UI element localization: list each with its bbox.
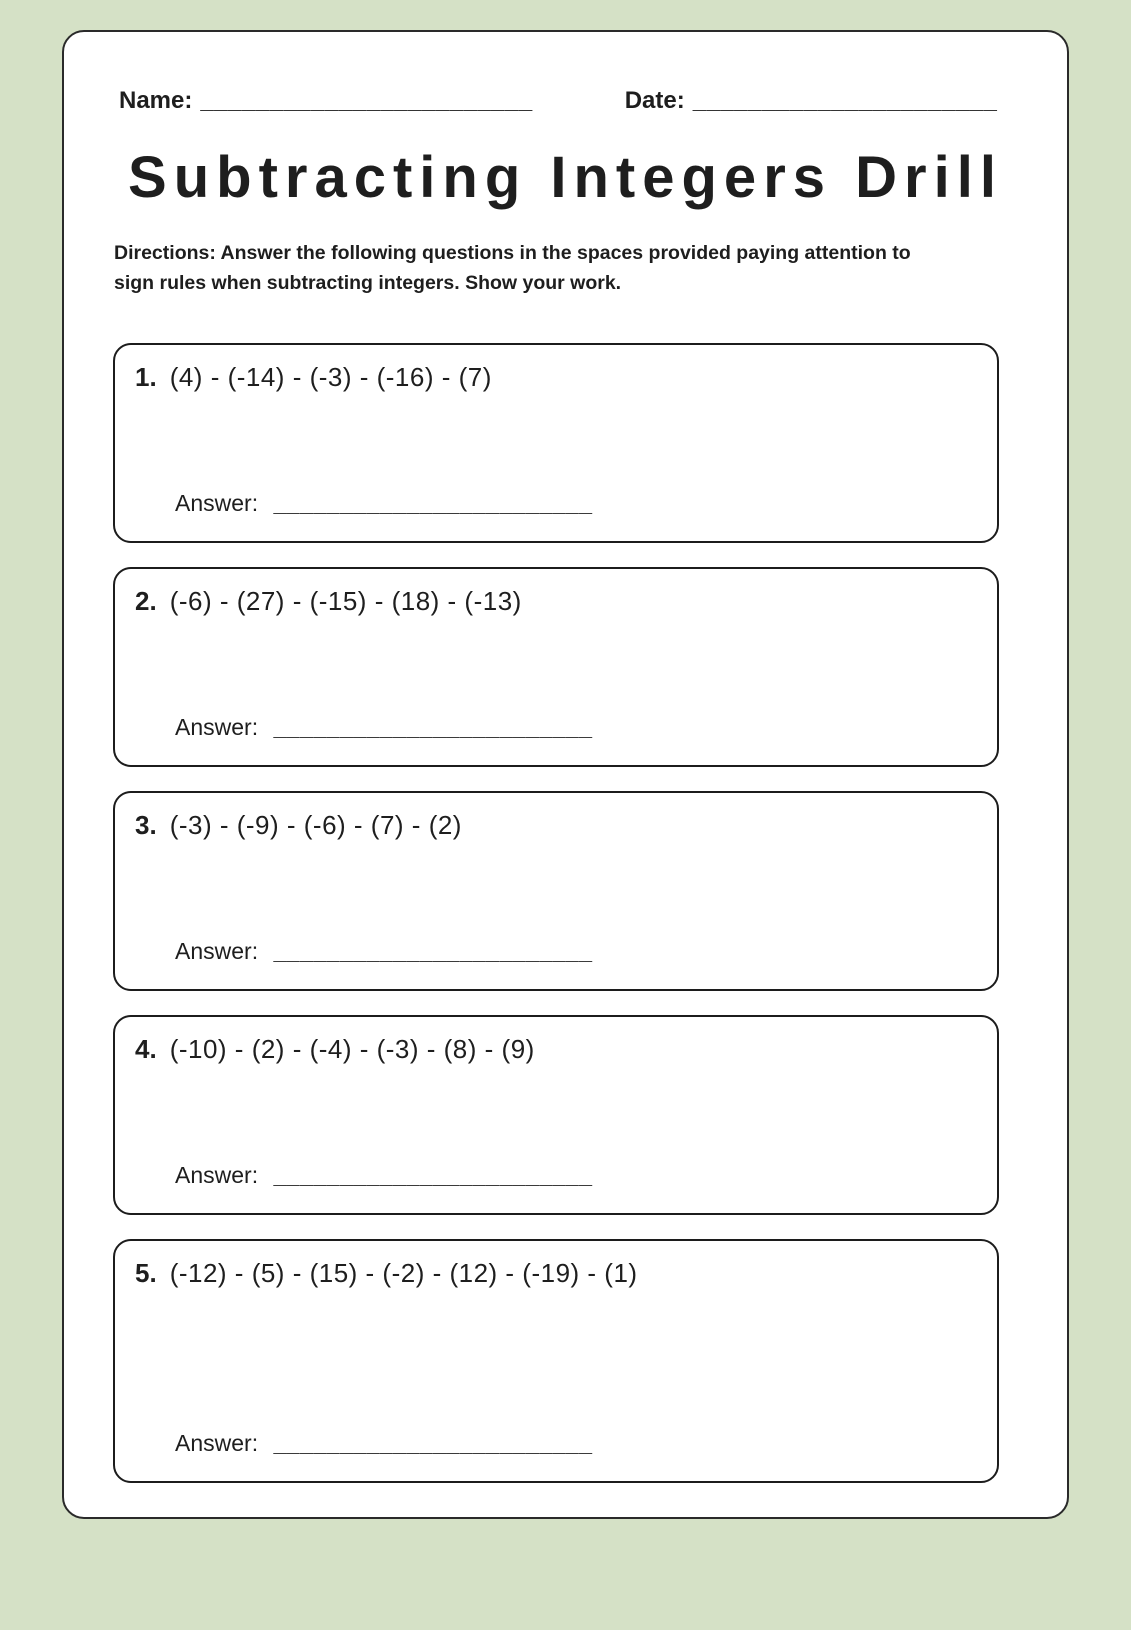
answer-row xyxy=(175,490,592,517)
answer-blank-line: ________________________ xyxy=(273,714,593,741)
worksheet-page xyxy=(62,30,1069,1519)
page-title: Subtracting Integers Drill xyxy=(128,145,1003,210)
answer-label: Answer: xyxy=(175,1430,259,1457)
question-box-1 xyxy=(113,343,999,543)
question-box-3 xyxy=(113,791,999,991)
question-expression: (-6) - (27) - (-15) - (18) - (-13) xyxy=(169,586,522,617)
answer-blank-line: ________________________ xyxy=(273,1162,593,1189)
answer-label: Answer: xyxy=(175,714,259,741)
answer-row xyxy=(175,714,592,741)
question-line xyxy=(135,1033,977,1066)
question-expression: (-12) - (5) - (15) - (-2) - (12) - (-19) - (1) xyxy=(169,1258,638,1289)
name-blank-line: ________________________ xyxy=(200,87,533,114)
question-expression: (-10) - (2) - (-4) - (-3) - (8) - (9) xyxy=(169,1034,535,1065)
question-expression: (-3) - (-9) - (-6) - (7) - (2) xyxy=(169,810,462,841)
date-field xyxy=(625,87,998,115)
name-label: Name: xyxy=(119,87,193,114)
question-number: 4. xyxy=(135,1034,157,1065)
question-expression: (4) - (-14) - (-3) - (-16) - (7) xyxy=(169,362,492,393)
answer-label: Answer: xyxy=(175,1162,259,1189)
question-number: 3. xyxy=(135,810,157,841)
question-box-5 xyxy=(113,1239,999,1483)
question-box-4 xyxy=(113,1015,999,1215)
header-row xyxy=(119,87,1019,115)
question-number: 2. xyxy=(135,586,157,617)
answer-label: Answer: xyxy=(175,938,259,965)
question-line xyxy=(135,361,977,394)
directions-text: Directions: Answer the following questions in the spaces provided paying attention to sign rules when subtracting integers. Show your work. xyxy=(114,241,911,294)
question-line xyxy=(135,1257,977,1290)
questions-list xyxy=(113,343,1019,1483)
answer-blank-line: ________________________ xyxy=(273,1430,593,1457)
question-number: 5. xyxy=(135,1258,157,1289)
date-label: Date: xyxy=(624,87,685,114)
answer-blank-line: ________________________ xyxy=(273,938,593,965)
question-number: 1. xyxy=(135,362,157,393)
name-field xyxy=(119,87,533,115)
answer-row xyxy=(175,1430,592,1457)
answer-label: Answer: xyxy=(175,490,259,517)
question-box-2 xyxy=(113,567,999,767)
answer-row xyxy=(175,938,592,965)
answer-row xyxy=(175,1162,592,1189)
date-blank-line: ______________________ xyxy=(692,87,998,114)
answer-blank-line: ________________________ xyxy=(273,490,593,517)
question-line xyxy=(135,585,977,618)
question-line xyxy=(135,809,977,842)
